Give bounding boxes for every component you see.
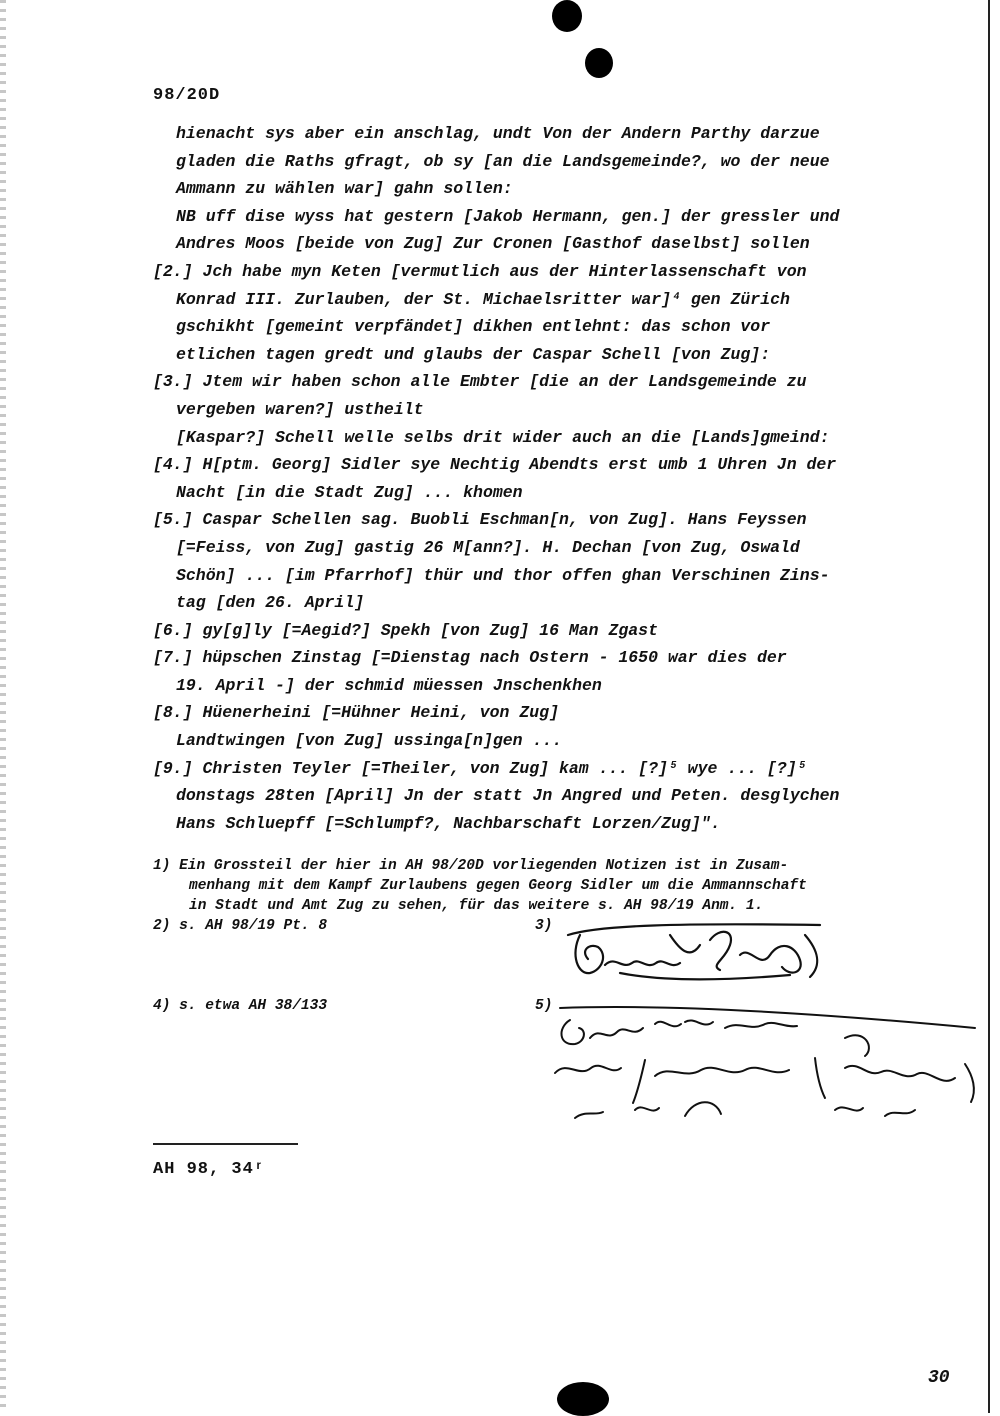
transcript-line: Schön] ... [im Pfarrhof] thür und thor offen ghan Verschinen Zins- bbox=[176, 565, 830, 585]
transcript-line: 19. April -] der schmid müessen Jnschenkhen bbox=[176, 675, 602, 695]
footnote-2: 2) s. AH 98/19 Pt. 8 bbox=[153, 918, 328, 934]
transcript-line: tag [den 26. April] bbox=[176, 593, 365, 613]
scan-margin-noise bbox=[0, 0, 6, 1413]
transcript-line: [9.] Christen Teyler [=Theiler, von Zug] kam ... [?]⁵ wye ... [?]⁵ bbox=[153, 758, 807, 778]
transcript-line: vergeben waren?] ustheilt bbox=[176, 399, 424, 419]
transcript-line: [4.] H[ptm. Georg] Sidler sye Nechtig Abendts erst umb 1 Uhren Jn der bbox=[153, 455, 837, 475]
transcript-line: [5.] Caspar Schellen sag. Buobli Eschman[n, von Zug]. Hans Feyssen bbox=[153, 510, 807, 530]
punch-hole-bottom bbox=[557, 1382, 609, 1416]
page-mark: 30 bbox=[928, 1368, 950, 1388]
transcript-line: [3.] Jtem wir haben schon alle Embter [die an der Landsgemeinde zu bbox=[153, 372, 807, 392]
transcript-line: [6.] gy[g]ly [=Aegid?] Spekh [von Zug] 16 Man Zgast bbox=[153, 620, 658, 640]
transcript-line: Nacht [in die Stadt Zug] ... khomen bbox=[176, 482, 523, 502]
transcript-line: [2.] Jch habe myn Keten [vermutlich aus der Hinterlassenschaft von bbox=[153, 261, 807, 281]
transcript-line: gladen die Raths gfragt, ob sy [an die Landsgemeinde?, wo der neue bbox=[176, 151, 830, 171]
transcript-line: hienacht sys aber ein anschlag, undt Von der Andern Parthy darzue bbox=[176, 124, 820, 143]
punch-hole-top bbox=[552, 0, 582, 32]
handwritten-signature-footnote-3 bbox=[560, 915, 830, 985]
footnote-3-label: 3) bbox=[535, 918, 553, 934]
footnote-4: 4) s. etwa AH 38/133 bbox=[153, 998, 328, 1014]
transcript-line: Hans Schluepff [=Schlumpf?, Nachbarschaft Lorzen/Zug]". bbox=[176, 813, 721, 833]
punch-hole-top-second bbox=[585, 48, 613, 78]
transcript-line: [=Feiss, von Zug] gastig 26 M[ann?]. H. Dechan [von Zug, Oswald bbox=[176, 537, 800, 557]
transcript-line: [Kaspar?] Schell welle selbs drit wider auch an die [Lands]gmeind: bbox=[176, 427, 830, 447]
transcript-body bbox=[153, 120, 913, 837]
handwritten-text-footnote-5 bbox=[545, 998, 985, 1128]
transcript-line: Ammann zu wählen war] gahn sollen: bbox=[176, 179, 513, 199]
footnote-line: 1) Ein Grossteil der hier in AH 98/20D vorliegenden Notizen ist in Zusam- bbox=[153, 858, 789, 874]
footer-rule bbox=[153, 1143, 298, 1145]
transcript-line: [7.] hüpschen Zinstag [=Dienstag nach Ostern - 1650 war dies der bbox=[153, 648, 787, 668]
footnote-1 bbox=[153, 856, 913, 916]
transcript-line: NB uff dise wyss hat gestern [Jakob Hermann, gen.] der gressler und bbox=[176, 206, 840, 226]
footnote-line: menhang mit dem Kampf Zurlaubens gegen Georg Sidler um die Ammannschaft bbox=[189, 878, 807, 894]
transcript-line: gschikht [gemeint verpfändet] dikhen entlehnt: das schon vor bbox=[176, 317, 771, 337]
footnote-line: in Stadt und Amt Zug zu sehen, für das weitere s. AH 98/19 Anm. 1. bbox=[189, 898, 764, 914]
transcript-line: [8.] Hüenerheini [=Hühner Heini, von Zug] bbox=[153, 703, 559, 723]
transcript-line: Landtwingen [von Zug] ussinga[n]gen ... bbox=[176, 731, 563, 751]
transcript-line: etlichen tagen gredt und glaubs der Caspar Schell [von Zug]: bbox=[176, 344, 771, 364]
reference-code: 98/20D bbox=[153, 86, 221, 105]
folio-reference: AH 98, 34ʳ bbox=[153, 1160, 266, 1179]
footnote-5-label: 5) bbox=[535, 998, 553, 1014]
transcript-line: Andres Moos [beide von Zug] Zur Cronen [Gasthof daselbst] sollen bbox=[176, 234, 810, 254]
transcript-line: donstags 28ten [April] Jn der statt Jn Angred und Peten. desglychen bbox=[176, 786, 840, 806]
transcript-line: Konrad III. Zurlauben, der St. Michaelsritter war]⁴ gen Zürich bbox=[176, 289, 790, 309]
